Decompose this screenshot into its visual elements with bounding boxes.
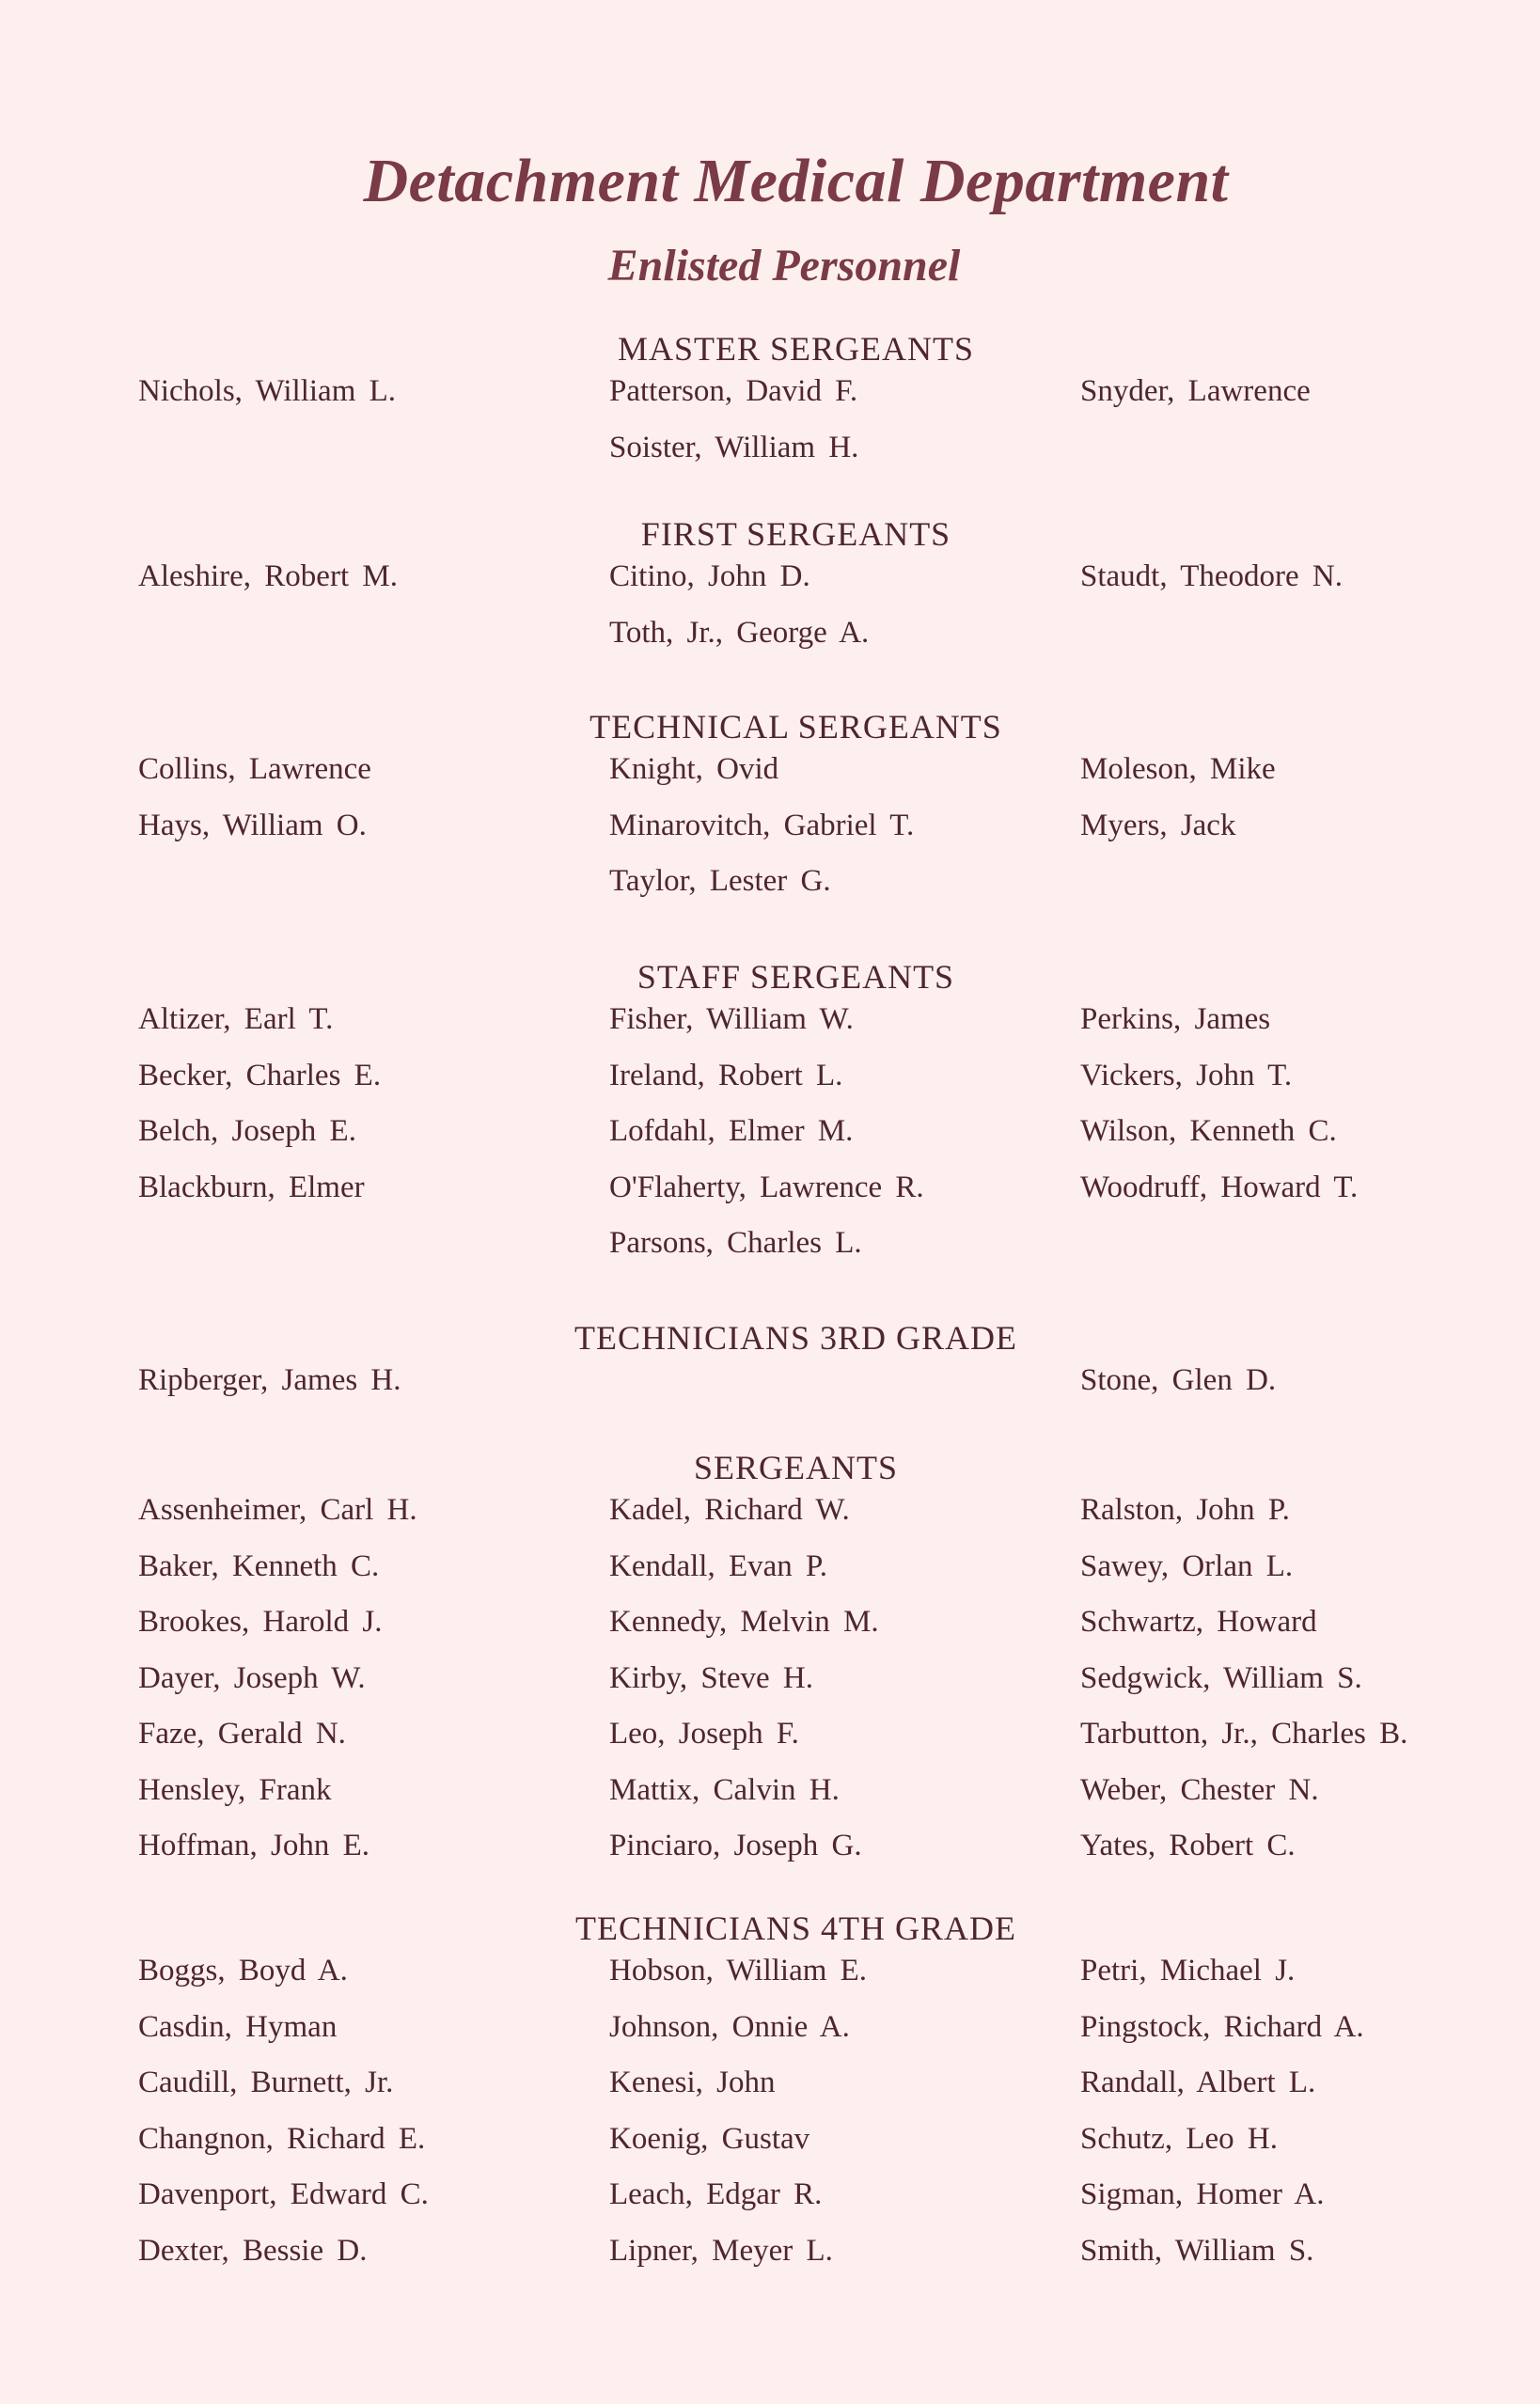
roster-name: Knight, Ovid — [609, 752, 779, 786]
column-center — [609, 1491, 879, 1883]
roster-name: Leo, Joseph F. — [609, 1717, 799, 1751]
roster-name: Blackburn, Elmer — [138, 1170, 365, 1204]
roster-name: Sawey, Orlan L. — [1080, 1548, 1294, 1583]
roster-name: Staudt, Theodore N. — [1080, 559, 1344, 593]
roster-name: Randall, Albert L. — [1080, 2066, 1316, 2099]
section-heading: TECHNICIANS 4TH GRADE — [575, 1909, 1016, 1947]
column-left — [138, 1952, 429, 2287]
column-center — [609, 1000, 924, 1281]
roster-name: Moleson, Mike — [1080, 752, 1276, 786]
roster-name: Ireland, Robert L. — [609, 1058, 843, 1092]
page-title: Detachment Medical Department — [363, 147, 1229, 215]
roster-name: Ripberger, James H. — [138, 1363, 401, 1397]
column-center — [609, 1952, 867, 2287]
roster-name: Kadel, Richard W. — [609, 1493, 850, 1527]
column-left — [138, 1491, 417, 1883]
page-subtitle: Enlisted Personnel — [607, 241, 961, 291]
roster-name: Changnon, Richard E. — [138, 2121, 426, 2156]
roster-name: Koenig, Gustav — [609, 2121, 810, 2156]
roster-name: Schwartz, Howard — [1080, 1605, 1317, 1639]
column-left — [138, 558, 398, 614]
column-right — [1080, 750, 1276, 862]
column-right — [1080, 372, 1311, 429]
roster-name: Petri, Michael J. — [1080, 1954, 1296, 1988]
roster-name: Baker, Kenneth C. — [138, 1548, 380, 1583]
roster-name: Belch, Joseph E. — [138, 1114, 356, 1148]
roster-name: Boggs, Boyd A. — [138, 1954, 348, 1988]
column-right — [1080, 1952, 1364, 2287]
roster-name: Davenport, Edward C. — [138, 2177, 429, 2211]
roster-name: Toth, Jr., George A. — [609, 615, 870, 650]
column-right — [1080, 1491, 1407, 1883]
section-heading: MASTER SERGEANTS — [617, 330, 975, 368]
roster-name: Altizer, Earl T. — [138, 1002, 334, 1036]
column-center — [609, 372, 858, 484]
roster-name: Faze, Gerald N. — [138, 1717, 346, 1751]
roster-name: Caudill, Burnett, Jr. — [138, 2066, 394, 2099]
roster-name: Hoffman, John E. — [138, 1829, 370, 1862]
roster-name: Kirby, Steve H. — [609, 1660, 813, 1695]
column-center — [609, 558, 869, 669]
roster-name: Parsons, Charles L. — [609, 1226, 862, 1260]
roster-name: Citino, John D. — [609, 559, 810, 593]
roster-name: Tarbutton, Jr., Charles B. — [1080, 1717, 1408, 1751]
column-left — [138, 750, 371, 862]
column-right — [1080, 1000, 1358, 1224]
roster-name: Perkins, James — [1080, 1002, 1271, 1036]
section-heading: STAFF SERGEANTS — [636, 958, 955, 996]
roster-name: Fisher, William W. — [609, 1002, 854, 1036]
roster-name: Sigman, Homer A. — [1080, 2177, 1325, 2211]
roster-name: Sedgwick, William S. — [1080, 1660, 1362, 1695]
roster-name: Collins, Lawrence — [138, 752, 371, 786]
roster-name: Becker, Charles E. — [138, 1058, 382, 1092]
roster-name: Hobson, William E. — [609, 1954, 868, 1988]
roster-name: Wilson, Kenneth C. — [1080, 1114, 1337, 1148]
roster-name: Lipner, Meyer L. — [609, 2233, 833, 2268]
section-heading: TECHNICIANS 3RD GRADE — [574, 1319, 1017, 1357]
roster-name: Soister, William H. — [609, 430, 859, 464]
column-left — [138, 1000, 381, 1224]
section-heading: SERGEANTS — [693, 1449, 899, 1486]
roster-name: Myers, Jack — [1080, 808, 1236, 842]
roster-name: Weber, Chester N. — [1080, 1772, 1319, 1807]
roster-name: Leach, Edgar R. — [609, 2177, 823, 2211]
roster-name: Kenesi, John — [609, 2066, 776, 2099]
section-heading: TECHNICAL SERGEANTS — [589, 708, 1002, 746]
roster-name: Dexter, Bessie D. — [138, 2233, 368, 2268]
roster-name: Schutz, Leo H. — [1080, 2121, 1278, 2156]
roster-name: Pinciaro, Joseph G. — [609, 1829, 862, 1862]
roster-name: Kendall, Evan P. — [609, 1548, 827, 1583]
roster-name: Lofdahl, Elmer M. — [609, 1114, 854, 1148]
roster-name: O'Flaherty, Lawrence R. — [609, 1170, 924, 1204]
roster-name: Patterson, David F. — [609, 374, 858, 408]
roster-name: Kennedy, Melvin M. — [609, 1605, 879, 1639]
column-right — [1080, 1361, 1276, 1418]
roster-name: Assenheimer, Carl H. — [138, 1493, 417, 1527]
roster-name: Hensley, Frank — [138, 1772, 332, 1807]
roster-name: Stone, Glen D. — [1080, 1363, 1277, 1397]
roster-name: Yates, Robert C. — [1080, 1829, 1296, 1862]
roster-name: Casdin, Hyman — [138, 2009, 338, 2044]
section-heading: FIRST SERGEANTS — [640, 515, 951, 553]
roster-name: Nichols, William L. — [138, 374, 397, 408]
roster-name: Aleshire, Robert M. — [138, 559, 398, 593]
roster-name: Brookes, Harold J. — [138, 1605, 383, 1639]
column-left — [138, 1361, 401, 1418]
column-left — [138, 372, 396, 429]
roster-name: Minarovitch, Gabriel T. — [609, 808, 915, 842]
column-center — [609, 750, 914, 919]
roster-name: Johnson, Onnie A. — [609, 2009, 850, 2044]
roster-name: Taylor, Lester G. — [609, 864, 831, 898]
roster-name: Woodruff, Howard T. — [1080, 1170, 1359, 1204]
roster-name: Dayer, Joseph W. — [138, 1660, 366, 1695]
roster-name: Pingstock, Richard A. — [1080, 2009, 1364, 2044]
roster-name: Snyder, Lawrence — [1080, 374, 1311, 408]
roster-name: Smith, William S. — [1080, 2233, 1314, 2268]
roster-name: Vickers, John T. — [1080, 1058, 1293, 1092]
roster-name: Hays, William O. — [138, 808, 367, 842]
column-right — [1080, 558, 1343, 614]
roster-name: Ralston, John P. — [1080, 1493, 1290, 1527]
roster-name: Mattix, Calvin H. — [609, 1772, 840, 1807]
